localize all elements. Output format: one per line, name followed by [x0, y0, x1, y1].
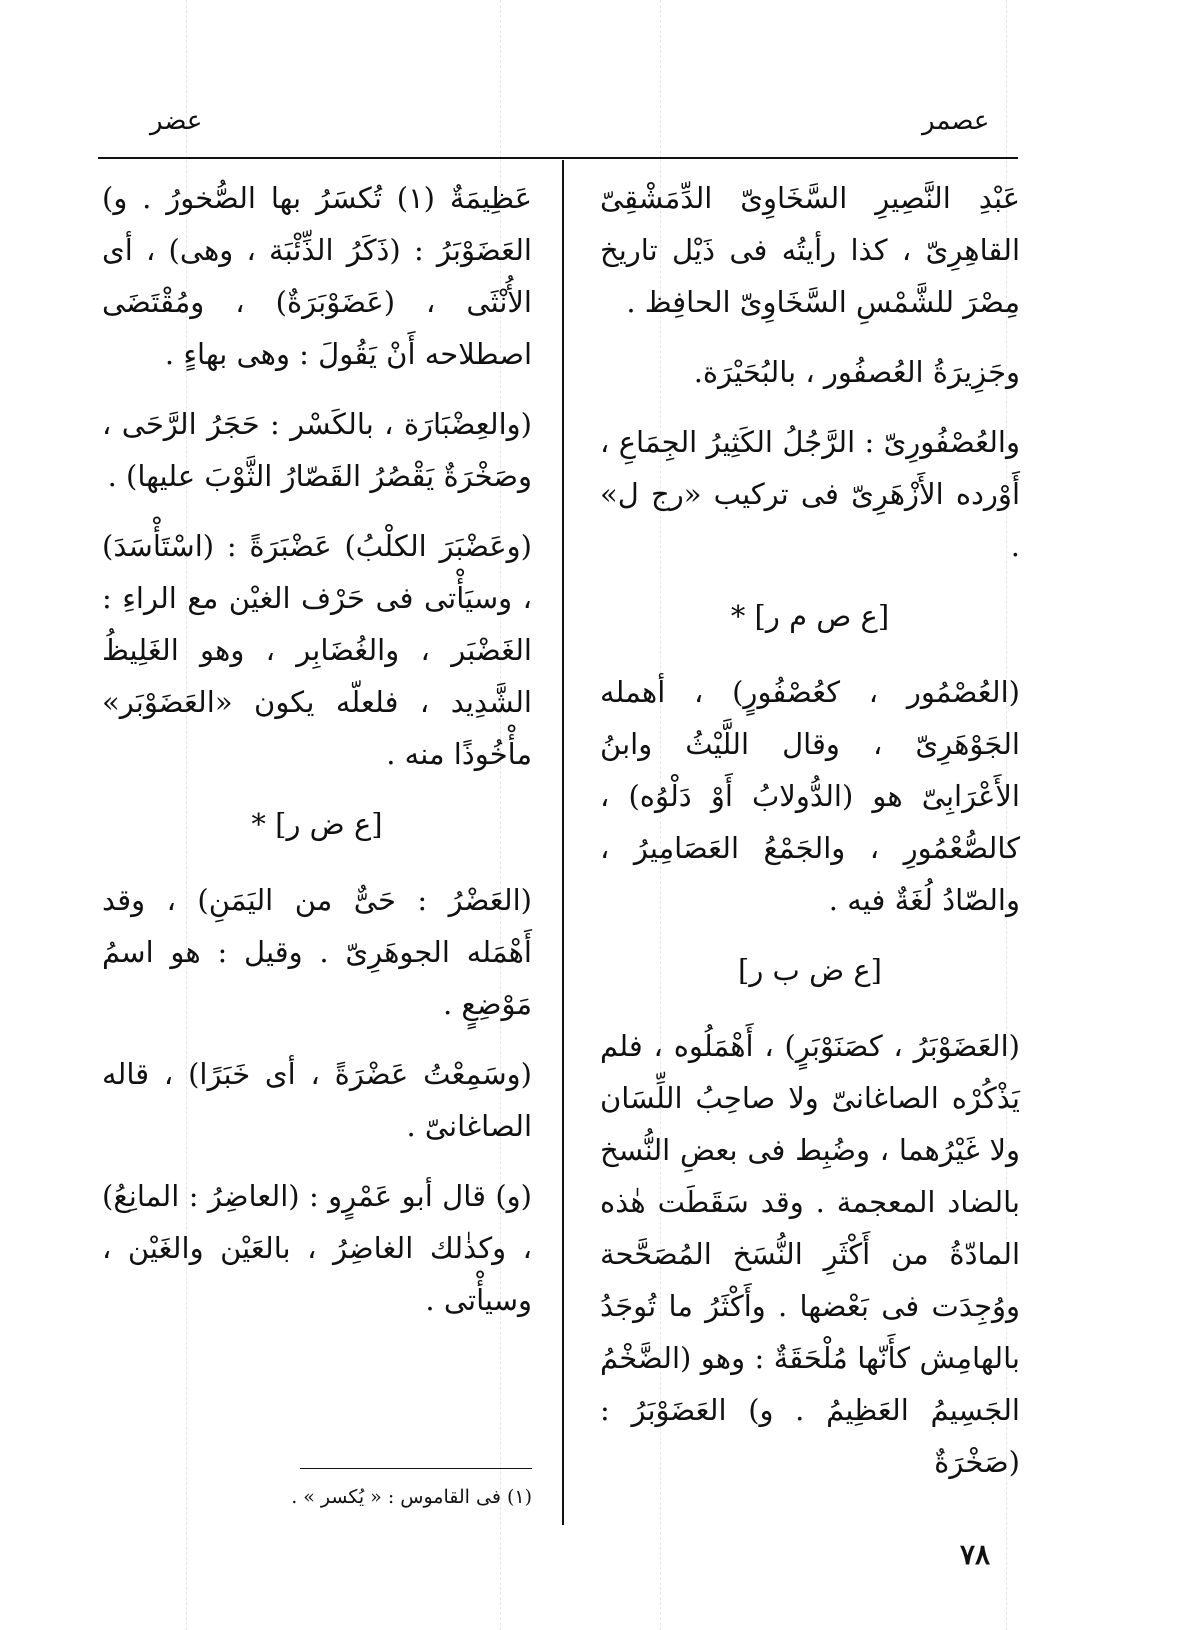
column-divider	[562, 160, 564, 1525]
footnote: (١) فى القاموس : « يُكسر » .	[291, 1486, 532, 1508]
running-header-right: عصمر	[922, 106, 990, 136]
paragraph: عَظِيمَةٌ (١) تُكسَرُ بها الصُّخورُ . و) العَضَوْبَرُ : (ذَكَرُ الذِّئْبَة ، وهى) ، أى الأُنْثَى ، (عَضَوْبَرَةٌ) ، ومُقْتَضَى اصطلاحه أَنْ يَقُولَ : وهى بهاءٍ .	[102, 181, 532, 371]
page-number: ٧٨	[960, 1538, 991, 1571]
paragraph: (العَضْرُ : حَىٌّ من اليَمَنِ) ، وقد أَهْمَله الجوهَرِىّ . وقيل : هو اسمُ مَوْضِعٍ .	[102, 883, 532, 1021]
header-rule	[98, 157, 1018, 159]
left-column	[102, 172, 532, 1344]
paragraph: (العَضَوْبَرُ ، كصَنَوْبَرٍ) ، أَهْمَلُوه ، فلم يَذْكُرْه الصاغانىّ ولا صاحِبُ اللِّسَان ولا غَيْرُهما ، وضُبِط فى بعضِ النُّسخ بالضاد المعجمة . وقد سَقَطَت هٰذه المادّةُ من أَكْثَرِ النُّسَخ المُصَحَّحة ووُجِدَت فى بَعْضها . وأَكْثَرُ ما تُوجَدُ بالهامِش كأَنّها مُلْحَقَةٌ : وهو (الضَّخْمُ الجَسِيمُ العَظِيمُ . و) العَضَوْبَرُ : (صَخْرَةٌ	[600, 1029, 1020, 1479]
right-column	[600, 172, 1020, 1506]
paragraph: والعُصْفُورِىّ : الرَّجُلُ الكَثِيرُ الجِمَاعِ ، أَوْرده الأَزْهَرِىّ فى تركيب «رج ل» .	[600, 425, 1020, 563]
footnote-rule	[300, 1468, 532, 1469]
paragraph: (و) قال أبو عَمْرٍو : (العاضِرُ : المانِعُ) ، وكذٰلك الغاضِرُ ، بالعَيْن والغَيْن ، وسيأْتى .	[102, 1179, 532, 1317]
entry-heading: [ع ص م ر] *	[730, 599, 890, 633]
paragraph: (العُصْمُور ، كعُصْفُورٍ) ، أهمله الجَوْهَرِىّ ، وقال اللَّيْثُ وابنُ الأَعْرَابِىّ هو (الدُّولابُ أَوْ دَلْوُه) ، كالصُّعْمُورِ ، والجَمْعُ العَصَامِيرُ ، والصّادُ لُغَةٌ فيه .	[600, 675, 1020, 917]
running-header-left: عضر	[150, 106, 203, 136]
paragraph: عَبْدِ النَّصِيرِ السَّخَاوِىّ الدِّمَشْقِىّ القاهِرِىّ ، كذا رأيتُه فى ذَيْل تاريخ مِصْرَ للشَّمْسِ السَّخَاوِىّ الحافِظ .	[600, 181, 1020, 319]
paragraph: (والعِضْبَارَة ، بالكَسْر : حَجَرُ الرَّحَى ، وصَخْرَةٌ يَقْصُرُ القَصّارُ الثَّوْبَ عليها) .	[102, 407, 532, 493]
paragraph: (وسَمِعْتُ عَضْرَةً ، أى خَبَرًا) ، قاله الصاغانىّ .	[102, 1057, 532, 1143]
entry-heading: [ع ض ر] *	[251, 807, 383, 841]
paragraph: (وعَضْبَرَ الكلْبُ) عَضْبَرَةً : (اسْتَأْسَدَ) ، وسيَأْتى فى حَرْف الغيْن مع الراءِ : الغَضْبَر ، والغُضَابِر ، وهو الغَلِيظُ الشَّدِيد ، فلعلّه يكون «العَضَوْبَر» مأْخُوذًا منه .	[102, 529, 532, 771]
paragraph: وجَزِيرَةُ العُصفُور ، بالبُحَيْرَة.	[693, 355, 1020, 389]
entry-heading: [ع ض ب ر]	[738, 953, 882, 987]
